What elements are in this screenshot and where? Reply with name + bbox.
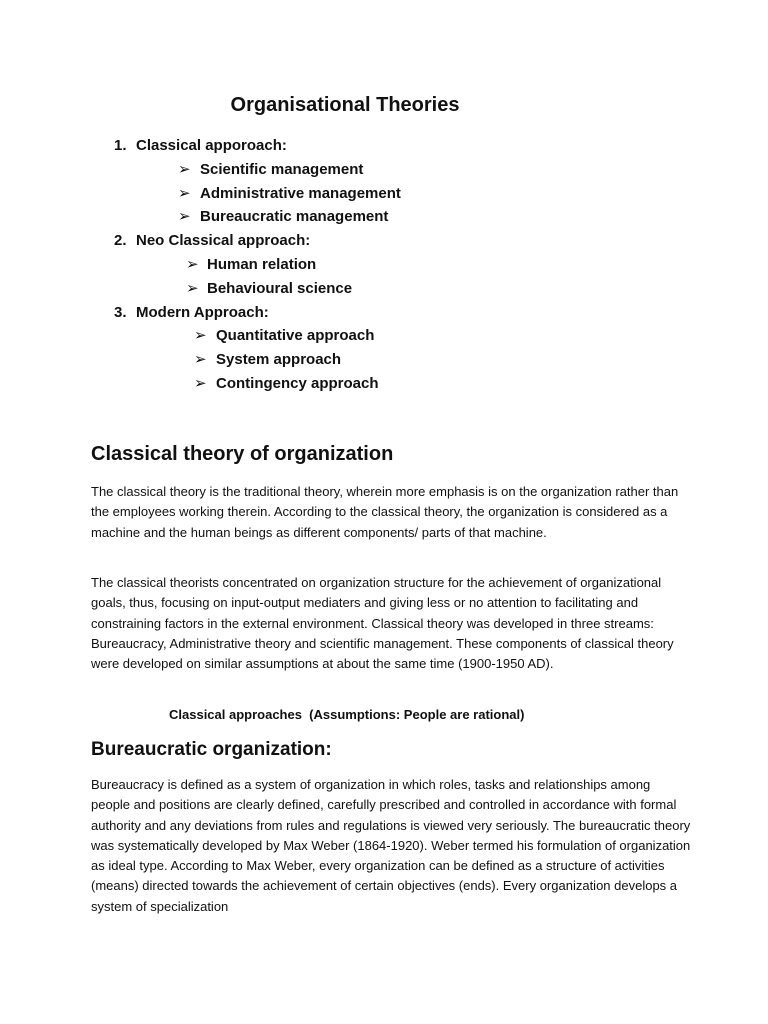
theories-outline bbox=[0, 134, 768, 396]
outline-number: 3. bbox=[114, 303, 127, 321]
arrow-bullet-icon: ➢ bbox=[194, 351, 207, 369]
classical-theory-heading: Classical theory of organization bbox=[91, 443, 394, 465]
bureaucratic-organization-heading: Bureaucratic organization: bbox=[91, 739, 332, 760]
outline-label: Neo Classical approach: bbox=[136, 232, 311, 250]
outline-subitem bbox=[0, 324, 768, 348]
outline-subitem-label: Bureaucratic management bbox=[200, 208, 389, 226]
arrow-bullet-icon: ➢ bbox=[178, 184, 191, 202]
outline-subitem-label: Quantitative approach bbox=[216, 327, 375, 345]
outline-subitem-label: Scientific management bbox=[200, 160, 364, 178]
outline-item bbox=[0, 134, 768, 158]
classical-paragraph-2: The classical theorists concentrated on organization structure for the achievement of organizational goals, thus, focusing on input-output mediaters and giving less or no attention to facilitating and constraining factors in the external environment. Classical theory was developed in three streams: Bureaucracy, Administrative theory and scientific management. These components of classical theory were developed on similar assumptions at about the same time (1900-1950 AD). bbox=[91, 575, 674, 672]
outline-group-modern bbox=[0, 301, 768, 396]
outline-item bbox=[0, 229, 768, 253]
arrow-bullet-icon: ➢ bbox=[194, 327, 207, 345]
document-title: Organisational Theories bbox=[230, 94, 460, 116]
outline-number: 2. bbox=[114, 232, 127, 250]
arrow-bullet-icon: ➢ bbox=[194, 374, 207, 392]
outline-subitem bbox=[0, 182, 768, 206]
outline-item bbox=[0, 301, 768, 325]
outline-group-classical bbox=[0, 134, 768, 229]
outline-subitem-label: Administrative management bbox=[200, 184, 401, 202]
outline-subitem bbox=[0, 348, 768, 372]
bureaucratic-paragraph-1: Bureaucracy is defined as a system of organization in which roles, tasks and relationships among people and positions are clearly defined, carefully prescribed and controlled in accordance with formal authority and any deviations from rules and regulations is viewed very seriously. The bureaucratic theory was systematically developed by Max Weber (1864-1920). Weber termed his formulation of organization as ideal type. According to Max Weber, every organization can be defined as a structure of activities (means) directed towards the achievement of certain objectives (ends). Every organization develops a system of specialization bbox=[91, 777, 691, 914]
outline-subitem bbox=[0, 158, 768, 182]
outline-subitem bbox=[0, 372, 768, 396]
classical-approaches-note: Classical approaches (Assumptions: People are rational) bbox=[169, 707, 525, 722]
outline-subitem bbox=[0, 205, 768, 229]
arrow-bullet-icon: ➢ bbox=[178, 160, 191, 178]
arrow-bullet-icon: ➢ bbox=[178, 208, 191, 226]
outline-label: Classical apporoach: bbox=[136, 137, 287, 154]
outline-subitem bbox=[0, 277, 768, 301]
outline-subitem bbox=[0, 253, 768, 277]
outline-subitem-label: System approach bbox=[216, 351, 342, 369]
arrow-bullet-icon: ➢ bbox=[186, 279, 199, 297]
outline-label: Modern Approach: bbox=[136, 303, 269, 321]
classical-paragraph-1: The classical theory is the traditional theory, wherein more emphasis is on the organization rather than the employees working therein. According to the classical theory, the organization is considered as a machine and the human beings as different components/ parts of that machine. bbox=[91, 484, 679, 540]
arrow-bullet-icon: ➢ bbox=[186, 255, 199, 273]
outline-subitem-label: Contingency approach bbox=[216, 374, 379, 392]
outline-subitem-label: Behavioural science bbox=[207, 279, 353, 297]
outline-group-neo-classical bbox=[0, 229, 768, 300]
outline-subitem-label: Human relation bbox=[207, 255, 317, 273]
outline-number: 1. bbox=[114, 137, 127, 154]
